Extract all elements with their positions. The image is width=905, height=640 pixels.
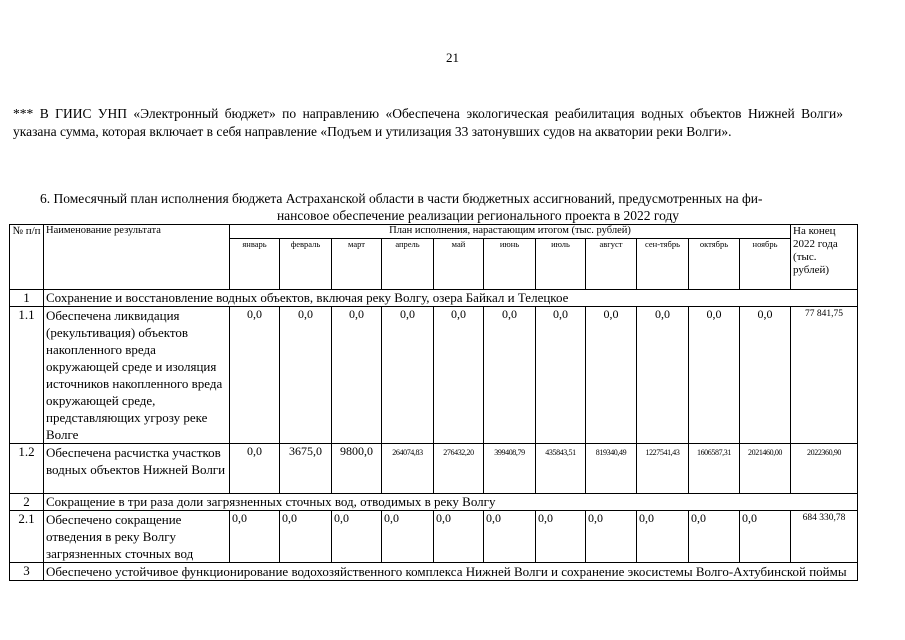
month-value: 0,0	[586, 511, 637, 563]
month-value: 264074,83	[382, 444, 434, 494]
month-value: 9800,0	[332, 444, 382, 494]
table-row	[10, 444, 858, 494]
header-num: № п/п	[10, 225, 44, 290]
header-month: ноябрь	[740, 239, 791, 290]
month-value: 0,0	[740, 511, 791, 563]
header-month: июль	[536, 239, 586, 290]
result-name: Обеспечена ликвидация (рекультивация) объектов накопленного вреда окружающей среде и изоляция источников накопленного вреда окружающей среде, представляющих угрозу реке Волге	[44, 307, 230, 444]
month-value: 0,0	[230, 444, 280, 494]
section-row	[10, 290, 858, 307]
row-num: 2.1	[10, 511, 44, 563]
result-name: Обеспечено сокращение отведения в реку Волгу загрязненных сточных вод	[44, 511, 230, 563]
month-value: 0,0	[740, 307, 791, 444]
section-title-line-1: 6. Помесячный план исполнения бюджета Астраханской области в части бюджетных ассигнований, предусмотренных на фи-	[40, 191, 763, 206]
header-month: июнь	[484, 239, 536, 290]
month-value: 0,0	[536, 511, 586, 563]
month-value: 0,0	[637, 307, 689, 444]
month-value: 0,0	[689, 511, 740, 563]
month-value: 0,0	[434, 307, 484, 444]
header-month: октябрь	[689, 239, 740, 290]
month-value: 435843,51	[536, 444, 586, 494]
row-num: 1.1	[10, 307, 44, 444]
month-value: 0,0	[382, 511, 434, 563]
header-month: май	[434, 239, 484, 290]
month-value: 0,0	[230, 307, 280, 444]
month-value: 0,0	[382, 307, 434, 444]
month-value: 1606587,31	[689, 444, 740, 494]
section-row	[10, 494, 858, 511]
month-value: 0,0	[484, 511, 536, 563]
month-value: 1227541,43	[637, 444, 689, 494]
month-value: 0,0	[280, 307, 332, 444]
month-value: 3675,0	[280, 444, 332, 494]
row-num: 1.2	[10, 444, 44, 494]
month-value: 0,0	[536, 307, 586, 444]
month-value: 0,0	[230, 511, 280, 563]
month-value: 399408,79	[484, 444, 536, 494]
header-month: август	[586, 239, 637, 290]
section-title	[13, 190, 893, 224]
section-num: 3	[10, 563, 44, 581]
footnote: *** В ГИИС УНП «Электронный бюджет» по направлению «Обеспечена экологическая реабилитация водных объектов Нижней Волги» указана сумма, которая включает в себя направление «Подъем и утилизация 33 затонувших судов на акватории реки Волги».	[13, 106, 843, 139]
budget-plan-table	[9, 224, 858, 581]
header-month: сен-тябрь	[637, 239, 689, 290]
end-of-year-value: 684 330,78	[791, 511, 858, 563]
end-of-year-value: 77 841,75	[791, 307, 858, 444]
month-value: 0,0	[637, 511, 689, 563]
table-row	[10, 511, 858, 563]
header-plan: План исполнения, нарастающим итогом (тыс. рублей)	[230, 225, 791, 239]
month-value: 0,0	[434, 511, 484, 563]
month-value: 0,0	[280, 511, 332, 563]
table-row	[10, 307, 858, 444]
header-name: Наименование результата	[44, 225, 230, 290]
month-value: 0,0	[332, 511, 382, 563]
header-row-top	[10, 225, 858, 239]
header-month: апрель	[382, 239, 434, 290]
section-num: 2	[10, 494, 44, 511]
end-of-year-value: 2022360,90	[791, 444, 858, 494]
section-heading: Сохранение и восстановление водных объектов, включая реку Волгу, озера Байкал и Телецкое	[44, 290, 858, 307]
month-value: 0,0	[332, 307, 382, 444]
result-name: Обеспечена расчистка участков водных объектов Нижней Волги	[44, 444, 230, 494]
header-month: январь	[230, 239, 280, 290]
section-title-line-2: нансовое обеспечение реализации регионального проекта в 2022 году	[276, 208, 680, 223]
section-heading: Сокращение в три раза доли загрязненных сточных вод, отводимых в реку Волгу	[44, 494, 858, 511]
page-number: 21	[446, 50, 459, 65]
month-value: 819340,49	[586, 444, 637, 494]
section-num: 1	[10, 290, 44, 307]
month-value: 0,0	[484, 307, 536, 444]
month-value: 2021460,00	[740, 444, 791, 494]
header-month: март	[332, 239, 382, 290]
month-value: 0,0	[689, 307, 740, 444]
section-heading: Обеспечено устойчивое функционирование водохозяйственного комплекса Нижней Волги и сохранение экосистемы Волго-Ахтубинской поймы	[44, 563, 858, 581]
header-end-of-year: На конец 2022 года (тыс. рублей)	[791, 225, 858, 290]
month-value: 276432,20	[434, 444, 484, 494]
section-row	[10, 563, 858, 581]
header-month: февраль	[280, 239, 332, 290]
month-value: 0,0	[586, 307, 637, 444]
